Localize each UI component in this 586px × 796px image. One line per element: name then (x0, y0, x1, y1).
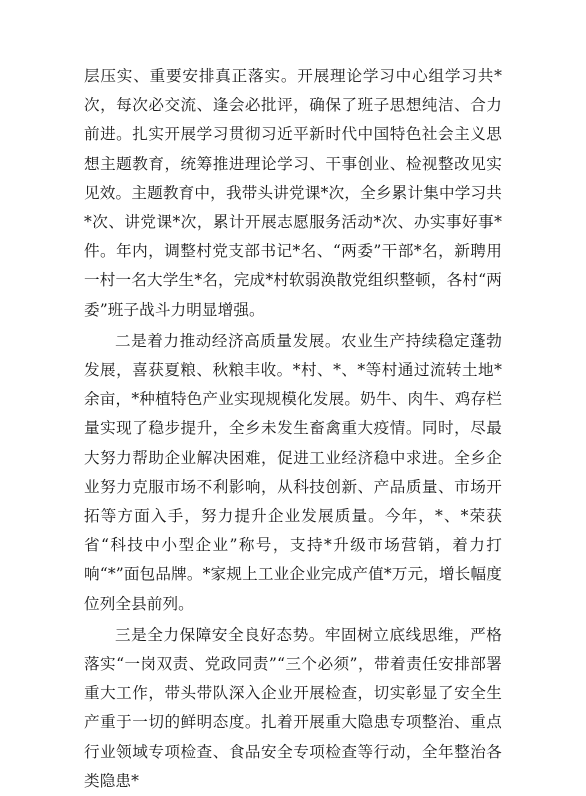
paragraph-economic-development: 二是着力推动经济高质量发展。农业生产持续稳定蓬勃发展，喜获夏粮、秋粮丰收。*村、*、*等村通过流转土地*余亩，*种植特色产业实现规模化发展。奶牛、肉牛、鸡存栏量实现了稳步提升，全乡未发生畜禽重大疫情。同时，尽最大努力帮助企业解决困难，促进工业经济稳中求进。全乡企业努力克服市场不利影响，从科技创新、产品质量、市场开拓等方面入手，努力提升企业发展质量。今年，*、*荣获省“科技中小型企业”称号，支持*升级市场营销，着力打响“*”面包品牌。*家规上工业企业完成产值*万元，增长幅度位列全县前列。 (84, 331, 502, 613)
document-body (84, 62, 502, 796)
paragraph-party-building: 层压实、重要安排真正落实。开展理论学习中心组学习共*次，每次必交流、逢会必批评，确保了班子思想纯洁、合力前进。扎实开展学习贯彻习近平新时代中国特色社会主义思想主题教育，统筹推进理论学习、干事创业、检视整改见实见效。主题教育中，我带头讲党课*次，全乡累计集中学习共*次、讲党课*次，累计开展志愿服务活动*次、办实事好事*件。年内，调整村党支部书记*名、“两委”干部*名，新聘用一村一名大学生*名，完成*村软弱涣散党组织整顿，各村“两委”班子战斗力明显增强。 (84, 67, 502, 319)
paragraph-safety: 三是全力保障安全良好态势。牢固树立底线思维，严格落实“一岗双责、党政同责”“三个必须”，带着责任安排部署重大工作，带头带队深入企业开展检查，切实彰显了安全生产重于一切的鲜明态度。扎着开展重大隐患专项整治、重点行业领域专项检查、食品安全专项检查等行动，全年整治各类隐患* (84, 625, 502, 790)
